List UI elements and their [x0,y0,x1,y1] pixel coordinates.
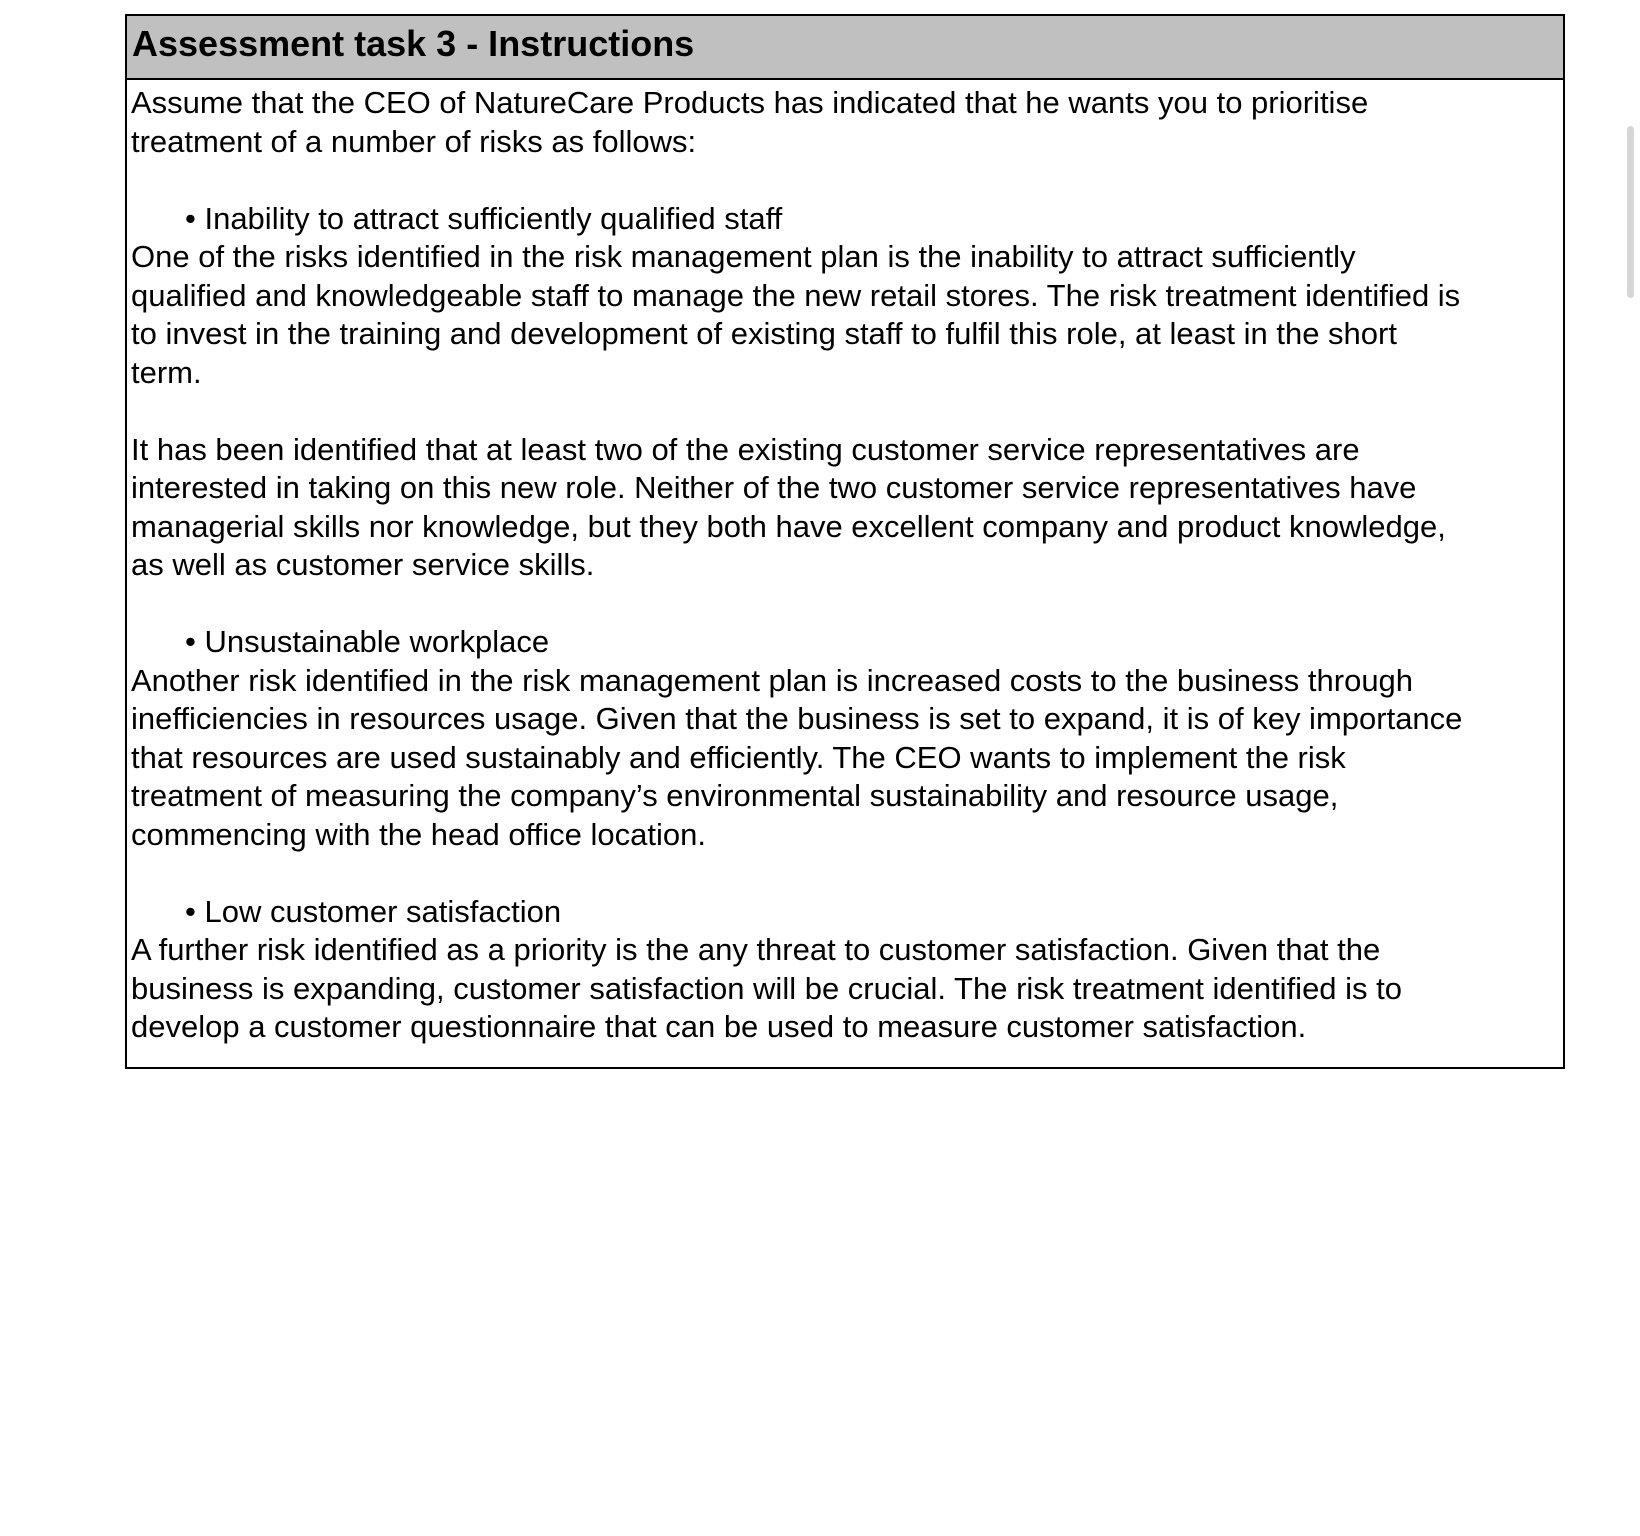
paragraph-line: that resources are used sustainably and efficiently. The CEO wants to implement the risk [131,739,1346,775]
intro-line: Assume that the CEO of NatureCare Products has indicated that he wants you to prioritise [131,85,1369,120]
spacer [131,161,1563,200]
paragraph-line: to invest in the training and development of existing staff to fulfil this role, at least in the short [131,316,1397,351]
paragraph-line: One of the risks identified in the risk management plan is the inability to attract sufficiently [131,239,1356,274]
instructions-content [127,80,1563,1047]
spacer [131,392,1563,431]
spacer [131,854,1563,893]
paragraph-line: treatment of measuring the company’s environmental sustainability and resource usage, [131,778,1339,813]
paragraph-line: business is expanding, customer satisfaction will be crucial. The risk treatment identified is to [131,970,1403,1006]
paragraph-line: It has been identified that at least two of the existing customer service representatives are [131,431,1360,467]
page-title: Assessment task 3 - Instructions [127,16,1563,80]
paragraph-line: A further risk identified as a priority is the any threat to customer satisfaction. Given that the [131,932,1381,967]
paragraph-line: develop a customer questionnaire that can be used to measure customer satisfaction. [131,1009,1307,1044]
scrollbar[interactable] [1627,126,1634,298]
paragraph-line: interested in taking on this new role. Neither of the two customer service representatives have [131,470,1417,505]
risk-bullet: • Unsustainable workplace [185,624,550,659]
risk-bullet: • Inability to attract sufficiently qualified staff [185,200,783,236]
paragraph-line: qualified and knowledgeable staff to manage the new retail stores. The risk treatment identified is [131,277,1461,313]
paragraph-line: commencing with the head office location. [131,816,706,852]
paragraph-line: term. [131,354,202,390]
paragraph-line: as well as customer service skills. [131,547,595,582]
instructions-box [125,14,1565,1069]
spacer [131,585,1563,624]
intro-line: treatment of a number of risks as follows: [131,123,697,159]
risk-bullet: • Low customer satisfaction [185,893,562,929]
paragraph-line: Another risk identified in the risk management plan is increased costs to the business through [131,662,1414,698]
paragraph-line: inefficiencies in resources usage. Given that the business is set to expand, it is of key importance [131,701,1463,736]
paragraph-line: managerial skills nor knowledge, but they both have excellent company and product knowledge, [131,508,1446,544]
